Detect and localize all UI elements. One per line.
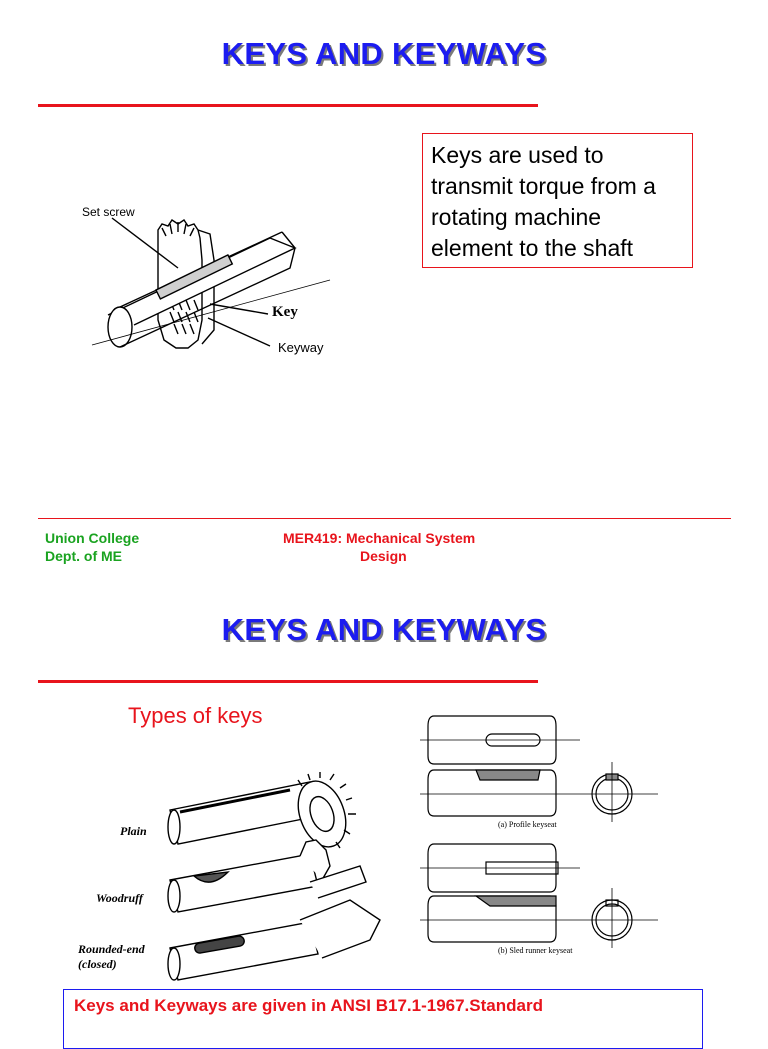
footer-college: Union College — [45, 530, 140, 546]
definition-line-4: element to the shaft — [431, 235, 634, 261]
keyway-label: Keyway — [278, 340, 324, 355]
definition-line-3: rotating machine — [431, 204, 602, 230]
key-types-figure — [150, 770, 390, 990]
rounded-end-line2: (closed) — [78, 957, 117, 971]
definition-line-2: transmit torque from a — [431, 173, 656, 199]
footer-course — [283, 529, 493, 565]
rounded-end-line1: Rounded-end — [78, 942, 145, 956]
slide1-title: KEYS AND KEYWAYS — [221, 36, 547, 71]
footer-course-line1: MER419: Mechanical System — [283, 530, 476, 546]
sled-keyseat-caption: (b) Sled runner keyseat — [498, 946, 573, 955]
slide1-definition-box — [422, 133, 693, 268]
profile-keyseat-drawing — [420, 712, 660, 822]
footer-left — [45, 529, 139, 565]
slide2-title-underline — [38, 680, 538, 683]
sled-keyseat-drawing — [420, 840, 660, 950]
slide2-title: KEYS AND KEYWAYS — [221, 612, 547, 647]
standards-note-box — [63, 989, 703, 1049]
set-screw-label: Set screw — [82, 205, 135, 219]
footer-course-line2: Design — [360, 548, 407, 564]
footer-department: Dept. of ME — [45, 548, 122, 564]
rounded-end-key-label — [78, 942, 145, 972]
definition-line-1: Keys are used to — [431, 142, 604, 168]
standards-note-text: Keys and Keyways are given in ANSI B17.1-1967.Standard — [74, 996, 543, 1015]
footer-divider — [38, 518, 731, 519]
woodruff-key-label: Woodruff — [96, 891, 143, 905]
profile-keyseat-caption: (a) Profile keyseat — [498, 820, 557, 829]
slide1-title-underline — [38, 104, 538, 107]
plain-key-label: Plain — [120, 824, 147, 838]
key-label: Key — [272, 304, 298, 320]
types-of-keys-heading: Types of keys — [128, 703, 263, 728]
